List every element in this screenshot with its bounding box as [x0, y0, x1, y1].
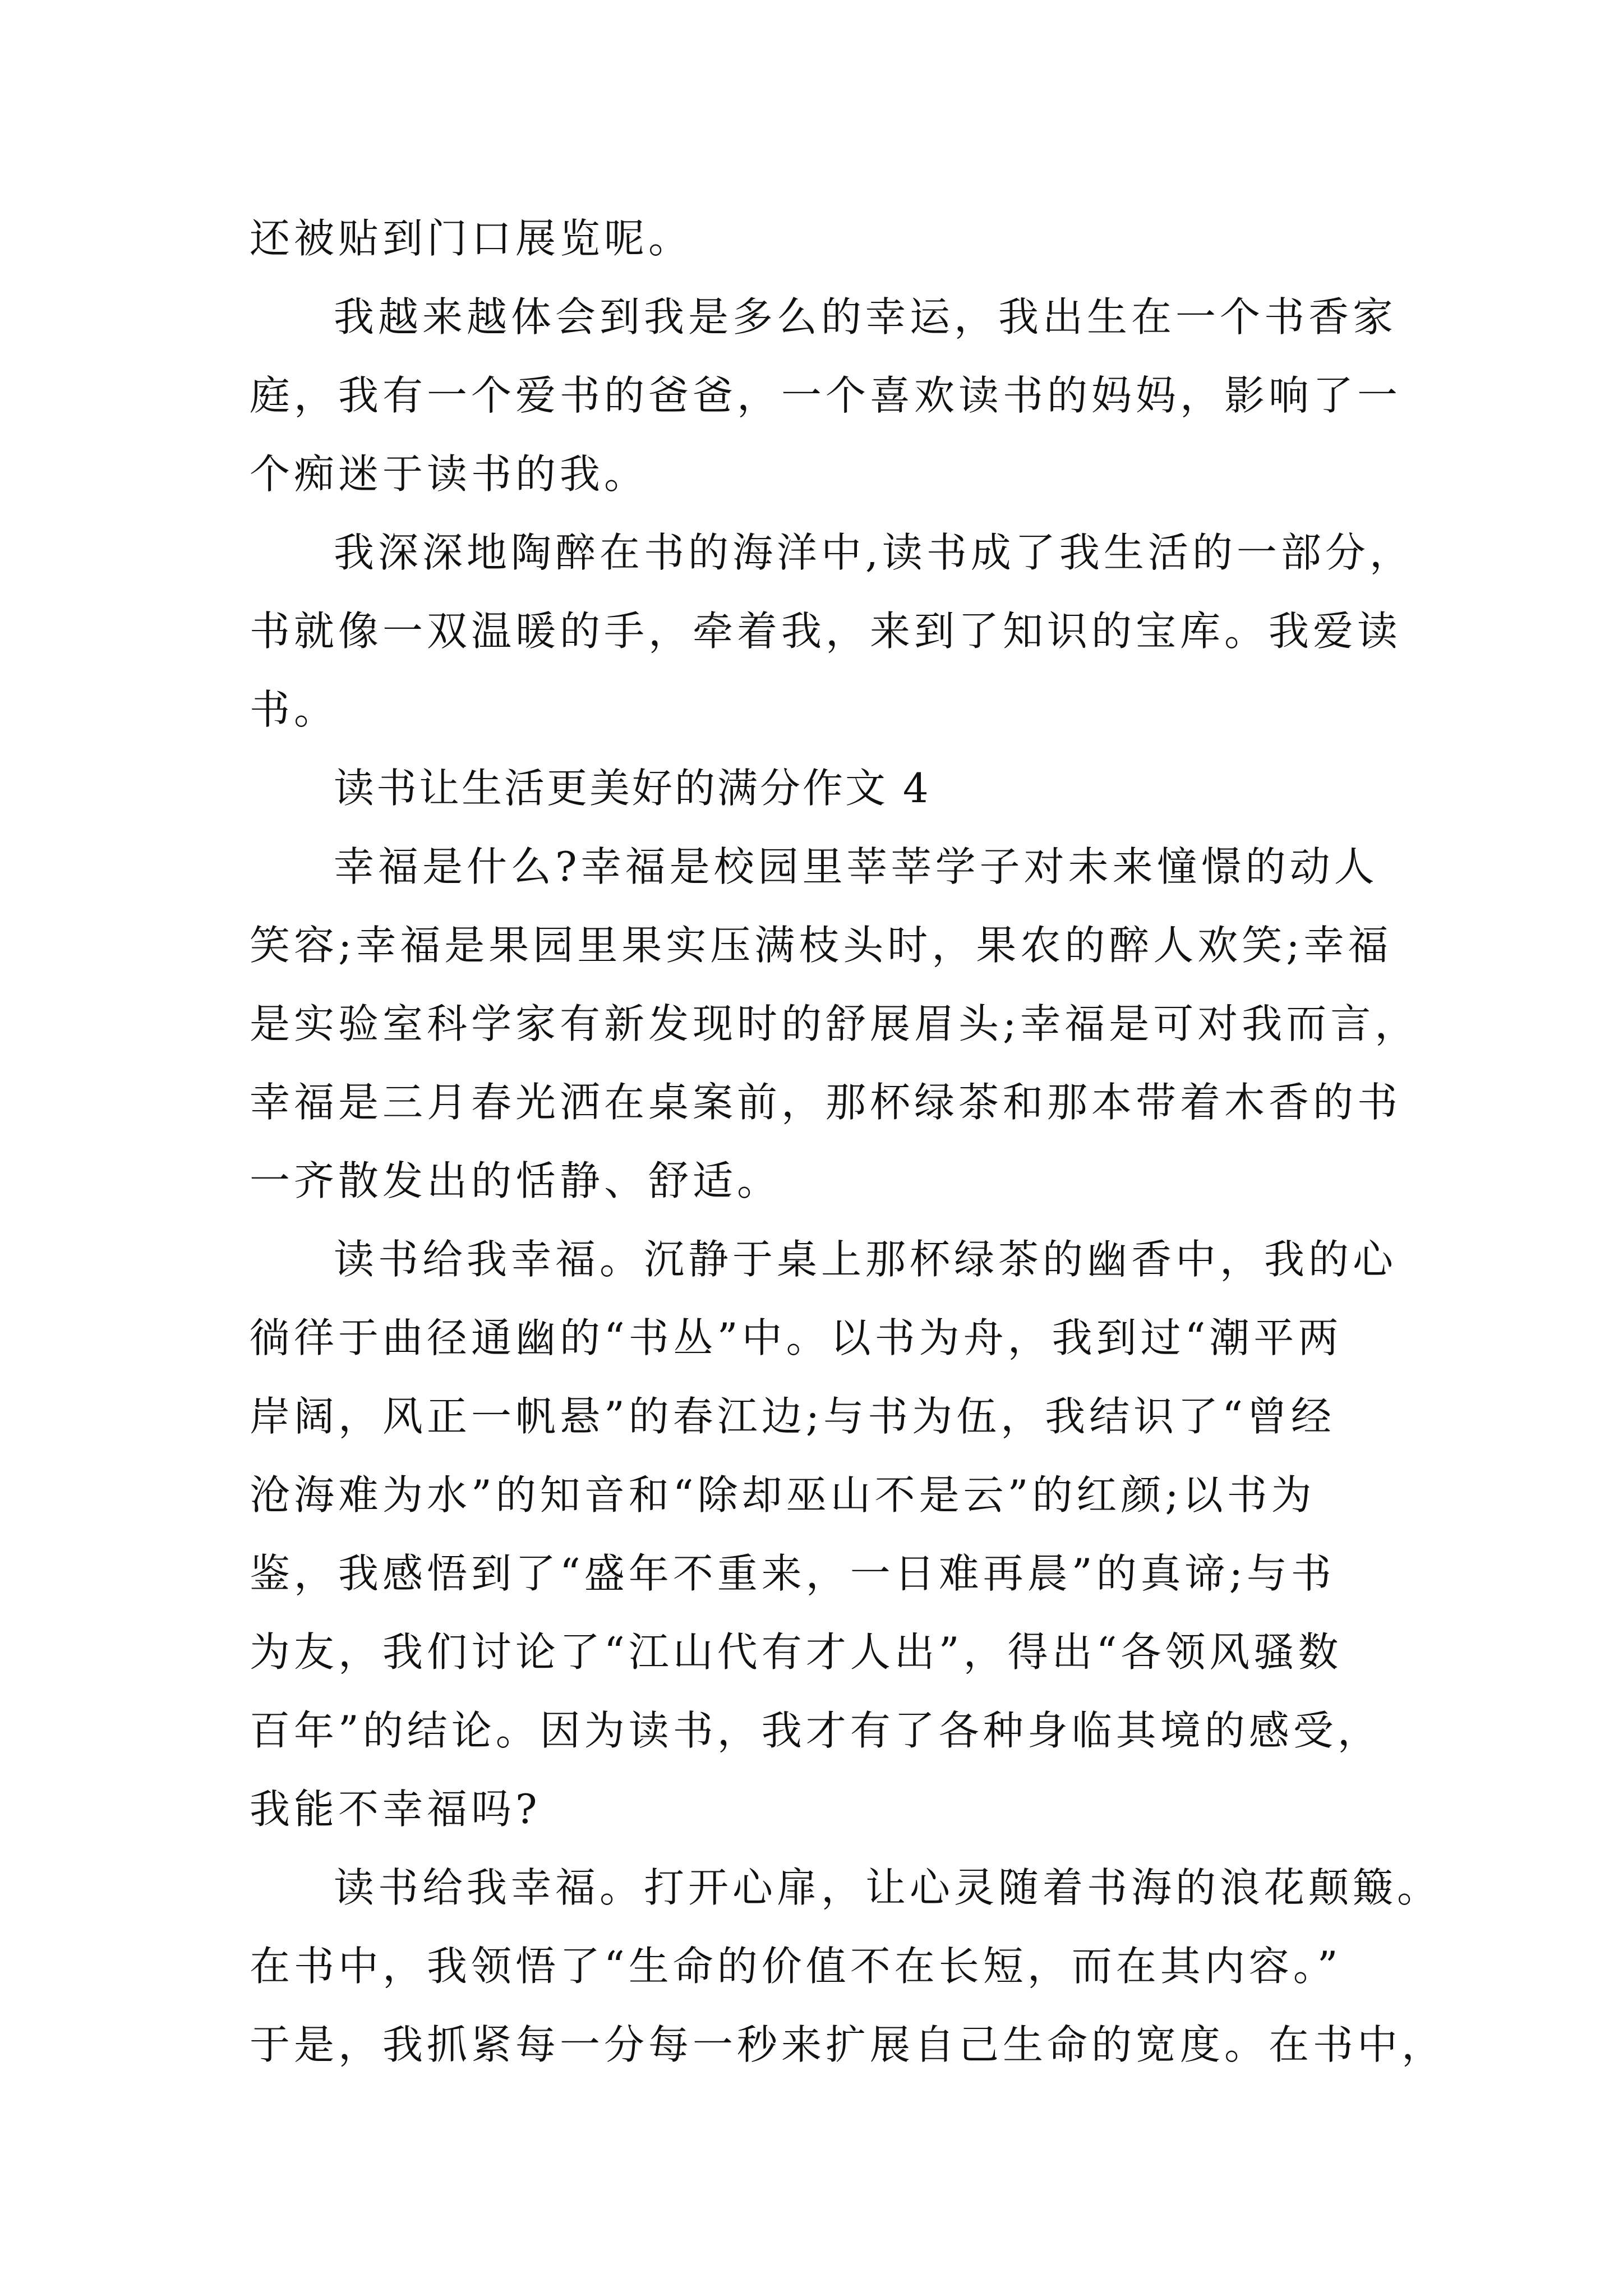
paragraph-start-line: 幸福是什么?幸福是校园里莘莘学子对未来憧憬的动人 [334, 843, 1378, 890]
text-line: 于是，我抓紧每一分每一秒来扩展自己生命的宽度。在书中， [250, 2021, 1446, 2068]
paragraph-start-line: 读书给我幸福。沉静于桌上那杯绿茶的幽香中，我的心 [334, 1236, 1398, 1283]
essay-section-title: 读书让生活更美好的满分作文 4 [334, 765, 931, 812]
text-line: 书。 [250, 686, 339, 733]
text-line: 笑容;幸福是果园里果实压满枝头时，果农的醉人欢笑;幸福 [250, 922, 1393, 969]
text-line: 徜徉于曲径通幽的“书丛”中。以书为舟，我到过“潮平两 [250, 1314, 1343, 1361]
text-line: 百年”的结论。因为读书，我才有了各种身临其境的感受， [250, 1707, 1382, 1754]
text-line: 沧海难为水”的知音和“除却巫山不是云”的红颜;以书为 [250, 1471, 1316, 1519]
text-line: 个痴迷于读书的我。 [250, 450, 649, 498]
text-line: 幸福是三月春光洒在桌案前，那杯绿茶和那本带着木香的书 [250, 1079, 1402, 1126]
text-line: 为友，我们讨论了“江山代有才人出”，得出“各领风骚数 [250, 1628, 1343, 1676]
text-line: 鉴，我感悟到了“盛年不重来，一日难再晨”的真谛;与书 [250, 1550, 1335, 1597]
text-line: 是实验室科学家有新发现时的舒展眉头;幸福是可对我而言， [250, 1000, 1419, 1047]
paragraph-start-line: 我越来越体会到我是多么的幸运，我出生在一个书香家 [334, 293, 1398, 341]
text-line: 一齐散发出的恬静、舒适。 [250, 1157, 782, 1204]
text-line: 在书中，我领悟了“生命的价值不在长短，而在其内容。” [250, 1943, 1342, 1990]
text-line: 庭，我有一个爱书的爸爸，一个喜欢读书的妈妈，影响了一 [250, 372, 1402, 419]
paragraph-start-line: 读书给我幸福。打开心扉，让心灵随着书海的浪花颠簸。 [334, 1864, 1442, 1911]
text-line: 书就像一双温暖的手，牵着我，来到了知识的宝库。我爱读 [250, 608, 1402, 655]
paragraph-start-line: 我深深地陶醉在书的海洋中,读书成了我生活的一部分， [334, 529, 1414, 576]
text-line: 岸阔，风正一帆悬”的春江边;与书为伍，我结识了“曾经 [250, 1393, 1335, 1440]
essay-body [250, 199, 1446, 2084]
text-line: 我能不幸福吗? [250, 1786, 541, 1833]
text-line: 还被贴到门口展览呢。 [250, 215, 693, 262]
